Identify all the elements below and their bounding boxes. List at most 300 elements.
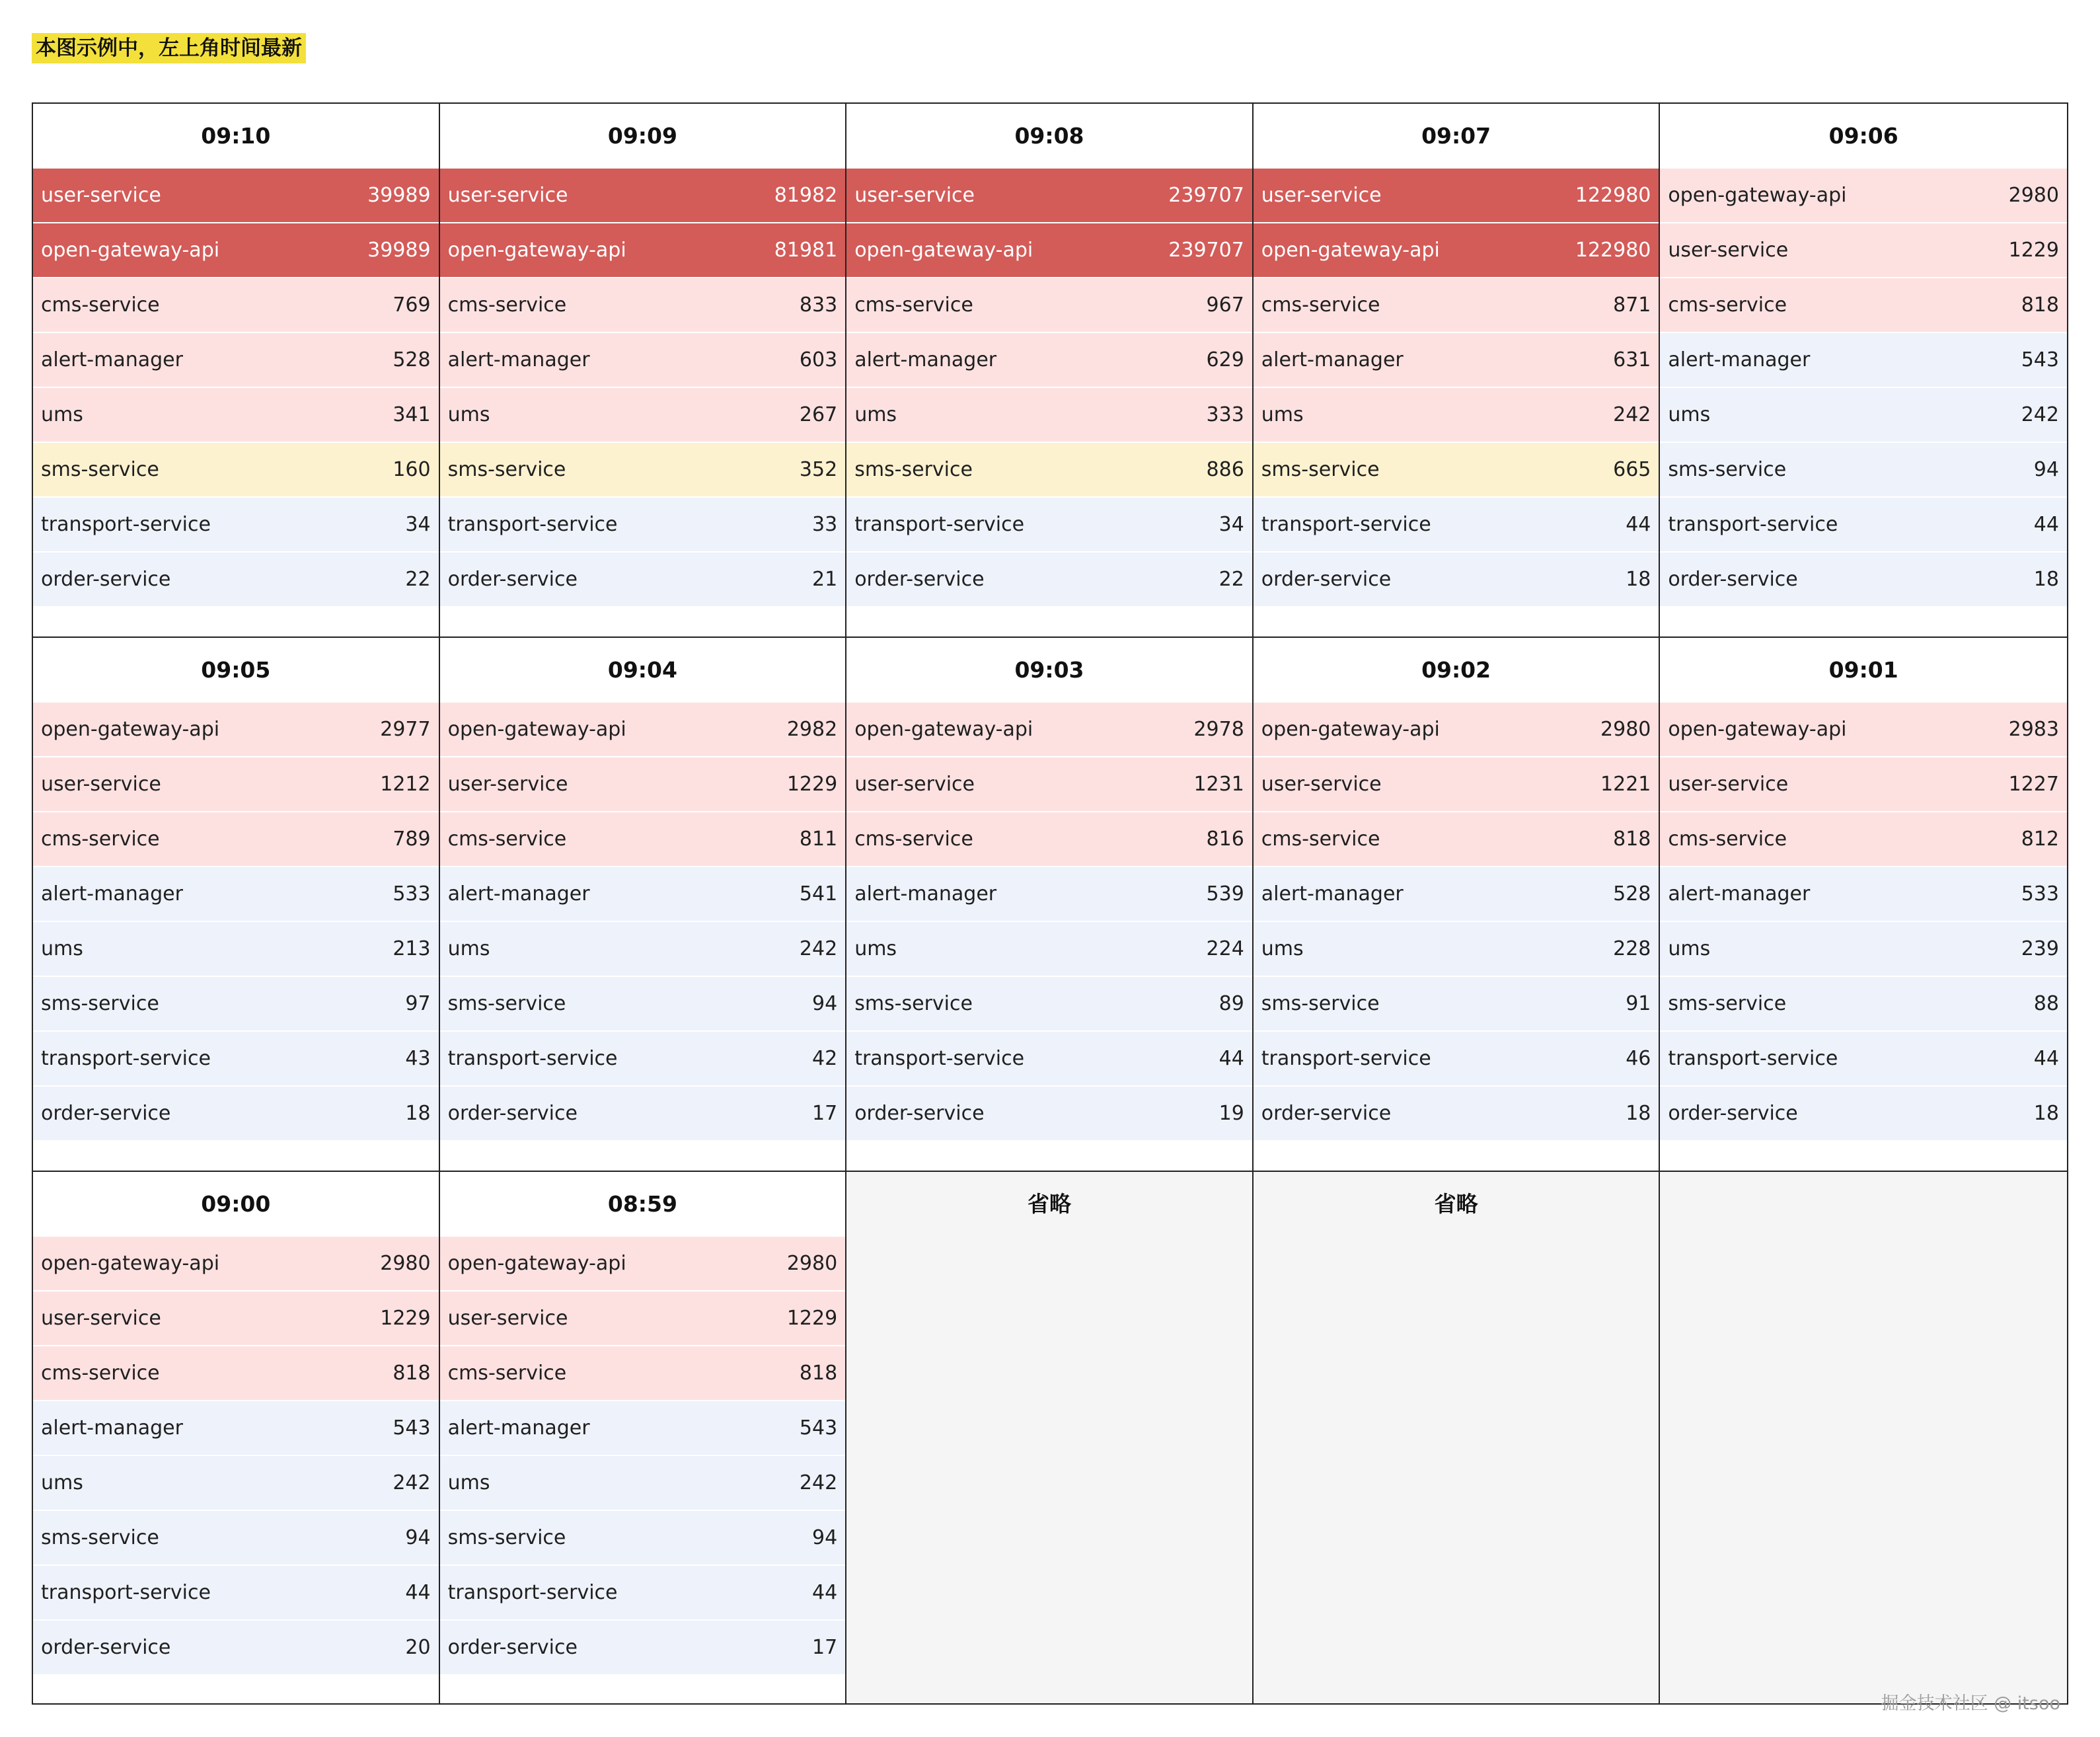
service-name: order-service (447, 1636, 578, 1659)
service-row (33, 1511, 439, 1564)
request-count: 18 (2033, 1102, 2059, 1125)
service-row (1254, 388, 1659, 442)
service-name: open-gateway-api (41, 1252, 220, 1275)
service-row (1254, 498, 1659, 551)
service-name: sms-service (41, 992, 159, 1015)
request-count: 122980 (1575, 239, 1651, 262)
request-count: 2980 (2008, 184, 2059, 207)
service-name: alert-manager (447, 348, 590, 371)
service-name: transport-service (447, 1047, 618, 1070)
service-name: user-service (41, 184, 161, 207)
request-count: 43 (405, 1047, 431, 1070)
request-count: 967 (1206, 293, 1244, 317)
service-row (846, 922, 1252, 976)
service-name: sms-service (854, 992, 973, 1015)
service-row (1254, 977, 1659, 1030)
panel-time-header: 省略 (1027, 1191, 1071, 1217)
request-count: 539 (1206, 882, 1244, 906)
panel-time-header (1660, 1172, 2067, 1237)
request-count: 81982 (774, 184, 838, 207)
service-row (846, 223, 1252, 277)
service-row (440, 443, 846, 496)
request-count: 528 (393, 348, 431, 371)
service-row (440, 223, 846, 277)
panel-time-header: 09:00 (201, 1191, 271, 1217)
service-row (1254, 703, 1659, 756)
request-count: 1229 (786, 1307, 838, 1330)
service-row (33, 169, 439, 222)
service-name: open-gateway-api (1261, 718, 1440, 741)
service-row (1660, 498, 2067, 551)
service-row (1660, 1087, 2067, 1140)
service-name: alert-manager (1261, 348, 1404, 371)
request-count: 242 (393, 1471, 431, 1494)
service-row (1660, 757, 2067, 811)
service-row (440, 812, 846, 866)
request-count: 812 (2021, 828, 2059, 851)
request-count: 160 (393, 458, 431, 481)
service-row (1254, 757, 1659, 811)
service-row (1254, 1087, 1659, 1140)
request-count: 18 (1626, 568, 1651, 591)
service-row (33, 333, 439, 387)
service-name: open-gateway-api (41, 718, 220, 741)
time-panel-grid (32, 102, 2068, 1705)
service-name: ums (41, 1471, 83, 1494)
service-name: sms-service (1261, 992, 1380, 1015)
service-name: cms-service (1668, 828, 1787, 851)
request-count: 543 (799, 1416, 838, 1440)
request-count: 17 (812, 1102, 838, 1125)
service-name: alert-manager (1668, 882, 1811, 906)
service-name: transport-service (41, 513, 211, 536)
service-name: alert-manager (854, 348, 997, 371)
service-row (846, 867, 1252, 921)
service-name: user-service (854, 773, 975, 796)
service-name: alert-manager (41, 348, 183, 371)
service-name: cms-service (41, 1362, 160, 1385)
service-row (1254, 223, 1659, 277)
service-name: ums (41, 937, 83, 960)
service-row (440, 1621, 846, 1674)
service-row (1660, 922, 2067, 976)
request-count: 816 (1206, 828, 1244, 851)
service-name: ums (1261, 403, 1304, 426)
service-name: transport-service (1668, 513, 1838, 536)
request-count: 22 (1219, 568, 1244, 591)
request-count: 34 (405, 513, 431, 536)
service-row (440, 1456, 846, 1510)
panel-time-header: 09:06 (1828, 123, 1898, 149)
request-count: 1229 (2008, 239, 2059, 262)
service-row (440, 169, 846, 222)
request-count: 89 (1219, 992, 1244, 1015)
service-row (33, 1292, 439, 1345)
service-name: open-gateway-api (1668, 184, 1847, 207)
service-name: ums (447, 403, 490, 426)
request-count: 242 (799, 1471, 838, 1494)
service-name: ums (447, 937, 490, 960)
request-count: 341 (393, 403, 431, 426)
service-row (33, 223, 439, 277)
service-name: transport-service (1261, 513, 1431, 536)
service-row (846, 977, 1252, 1030)
service-row (33, 388, 439, 442)
service-name: cms-service (1261, 293, 1380, 317)
service-row (1660, 278, 2067, 332)
service-row (1254, 812, 1659, 866)
request-count: 789 (393, 828, 431, 851)
panel-time-header: 09:07 (1421, 123, 1491, 149)
service-name: user-service (41, 1307, 161, 1330)
service-name: cms-service (41, 828, 160, 851)
service-name: alert-manager (1261, 882, 1404, 906)
service-name: ums (1261, 937, 1304, 960)
service-name: user-service (1261, 773, 1382, 796)
request-count: 34 (1219, 513, 1244, 536)
service-row (1660, 812, 2067, 866)
service-name: sms-service (1668, 992, 1787, 1015)
request-count: 88 (2033, 992, 2059, 1015)
request-count: 886 (1206, 458, 1244, 481)
request-count: 818 (799, 1362, 838, 1385)
time-panel (440, 1172, 847, 1703)
service-row (440, 333, 846, 387)
request-count: 242 (1613, 403, 1651, 426)
service-name: sms-service (447, 1526, 566, 1549)
service-row (846, 757, 1252, 811)
time-panel (846, 1172, 1254, 1703)
service-row (846, 1032, 1252, 1085)
request-count: 39989 (367, 184, 431, 207)
service-row (1254, 278, 1659, 332)
request-count: 543 (393, 1416, 431, 1440)
service-name: open-gateway-api (447, 718, 626, 741)
request-count: 629 (1206, 348, 1244, 371)
request-count: 1212 (380, 773, 431, 796)
service-name: alert-manager (447, 1416, 590, 1440)
service-name: user-service (1668, 773, 1789, 796)
request-count: 818 (1613, 828, 1651, 851)
request-count: 1229 (380, 1307, 431, 1330)
service-name: open-gateway-api (447, 239, 626, 262)
service-name: open-gateway-api (447, 1252, 626, 1275)
time-panel (846, 638, 1254, 1172)
service-row (1660, 977, 2067, 1030)
service-name: transport-service (447, 1581, 618, 1604)
service-name: sms-service (1261, 458, 1380, 481)
request-count: 91 (1626, 992, 1651, 1015)
service-name: ums (854, 403, 897, 426)
panel-time-header: 09:10 (201, 123, 271, 149)
service-name: cms-service (41, 293, 160, 317)
request-count: 352 (799, 458, 838, 481)
request-count: 603 (799, 348, 838, 371)
request-count: 20 (405, 1636, 431, 1659)
service-row (440, 1346, 846, 1400)
time-panel (1254, 1172, 1661, 1703)
request-count: 769 (393, 293, 431, 317)
request-count: 818 (393, 1362, 431, 1385)
panel-time-header: 09:08 (1014, 123, 1084, 149)
service-row (440, 1566, 846, 1619)
service-row (33, 867, 439, 921)
time-panel (1254, 104, 1661, 638)
service-row (1660, 333, 2067, 387)
service-row (33, 1032, 439, 1085)
service-row (33, 922, 439, 976)
service-name: user-service (1261, 184, 1382, 207)
time-panel (33, 1172, 440, 1703)
time-panel (846, 104, 1254, 638)
service-row (33, 703, 439, 756)
panel-time-header: 09:05 (201, 657, 271, 683)
time-panel (1660, 638, 2067, 1172)
service-name: order-service (41, 568, 171, 591)
service-name: order-service (1668, 568, 1798, 591)
request-count: 94 (812, 992, 838, 1015)
request-count: 533 (393, 882, 431, 906)
service-name: sms-service (447, 458, 566, 481)
request-count: 811 (799, 828, 838, 851)
request-count: 44 (2033, 513, 2059, 536)
request-count: 17 (812, 1636, 838, 1659)
request-count: 19 (1219, 1102, 1244, 1125)
service-name: order-service (854, 1102, 985, 1125)
service-row (1660, 867, 2067, 921)
panel-time-header: 09:01 (1828, 657, 1898, 683)
request-count: 18 (2033, 568, 2059, 591)
service-name: alert-manager (1668, 348, 1811, 371)
service-name: sms-service (41, 458, 159, 481)
service-row (1660, 223, 2067, 277)
request-count: 21 (812, 568, 838, 591)
service-name: ums (1668, 937, 1711, 960)
time-panel (440, 638, 847, 1172)
request-count: 242 (2021, 403, 2059, 426)
request-count: 44 (812, 1581, 838, 1604)
service-name: cms-service (1668, 293, 1787, 317)
panel-time-header: 09:09 (607, 123, 677, 149)
service-name: order-service (41, 1636, 171, 1659)
request-count: 2980 (786, 1252, 838, 1275)
service-name: order-service (447, 568, 578, 591)
time-panel (1660, 104, 2067, 638)
service-row (33, 1087, 439, 1140)
request-count: 528 (1613, 882, 1651, 906)
service-row (440, 553, 846, 606)
service-name: order-service (1668, 1102, 1798, 1125)
service-name: transport-service (854, 513, 1025, 536)
service-name: sms-service (447, 992, 566, 1015)
service-name: open-gateway-api (854, 239, 1033, 262)
request-count: 97 (405, 992, 431, 1015)
service-row (33, 1566, 439, 1619)
service-name: transport-service (447, 513, 618, 536)
service-row (33, 1237, 439, 1290)
request-count: 44 (405, 1581, 431, 1604)
request-count: 2982 (786, 718, 838, 741)
request-count: 239 (2021, 937, 2059, 960)
service-name: user-service (447, 1307, 568, 1330)
caption-note: 本图示例中，左上角时间最新 (32, 33, 306, 63)
service-row (33, 553, 439, 606)
service-name: open-gateway-api (1668, 718, 1847, 741)
service-name: order-service (1261, 568, 1392, 591)
service-row (440, 388, 846, 442)
service-row (1254, 443, 1659, 496)
service-row (1254, 553, 1659, 606)
request-count: 44 (1626, 513, 1651, 536)
service-name: cms-service (447, 293, 567, 317)
service-row (33, 812, 439, 866)
service-name: user-service (1668, 239, 1789, 262)
request-count: 2983 (2008, 718, 2059, 741)
service-name: cms-service (854, 828, 973, 851)
service-name: sms-service (41, 1526, 159, 1549)
service-row (440, 703, 846, 756)
service-row (33, 757, 439, 811)
service-row (33, 278, 439, 332)
panel-time-header: 09:04 (607, 657, 677, 683)
service-row (33, 498, 439, 551)
service-row (440, 278, 846, 332)
request-count: 239707 (1168, 239, 1244, 262)
service-row (440, 1401, 846, 1455)
time-panel (1254, 638, 1661, 1172)
request-count: 44 (1219, 1047, 1244, 1070)
request-count: 2980 (380, 1252, 431, 1275)
request-count: 2977 (380, 718, 431, 741)
service-row (846, 388, 1252, 442)
service-name: user-service (447, 773, 568, 796)
service-name: transport-service (854, 1047, 1025, 1070)
service-row (846, 443, 1252, 496)
request-count: 818 (2021, 293, 2059, 317)
request-count: 2978 (1193, 718, 1244, 741)
service-row (440, 757, 846, 811)
service-name: open-gateway-api (1261, 239, 1440, 262)
request-count: 533 (2021, 882, 2059, 906)
service-name: ums (41, 403, 83, 426)
service-row (846, 333, 1252, 387)
service-row (846, 553, 1252, 606)
service-name: transport-service (41, 1581, 211, 1604)
service-row (440, 1511, 846, 1564)
service-name: sms-service (1668, 458, 1787, 481)
request-count: 665 (1613, 458, 1651, 481)
request-count: 46 (1626, 1047, 1651, 1070)
service-name: sms-service (854, 458, 973, 481)
service-row (440, 1087, 846, 1140)
service-row (440, 1292, 846, 1345)
service-row (1254, 1032, 1659, 1085)
service-name: ums (1668, 403, 1711, 426)
request-count: 228 (1613, 937, 1651, 960)
service-name: alert-manager (854, 882, 997, 906)
time-panel (1660, 1172, 2067, 1703)
service-name: cms-service (447, 1362, 567, 1385)
request-count: 42 (812, 1047, 838, 1070)
service-name: alert-manager (41, 882, 183, 906)
service-row (33, 1346, 439, 1400)
service-row (1254, 867, 1659, 921)
request-count: 213 (393, 937, 431, 960)
request-count: 1229 (786, 773, 838, 796)
service-row (33, 977, 439, 1030)
service-row (1254, 333, 1659, 387)
service-row (846, 169, 1252, 222)
request-count: 631 (1613, 348, 1651, 371)
time-panel (33, 104, 440, 638)
service-row (1660, 703, 2067, 756)
service-row (1660, 169, 2067, 222)
request-count: 81981 (774, 239, 838, 262)
request-count: 18 (1626, 1102, 1651, 1125)
service-row (440, 867, 846, 921)
request-count: 33 (812, 513, 838, 536)
service-name: ums (447, 1471, 490, 1494)
service-name: user-service (41, 773, 161, 796)
request-count: 94 (405, 1526, 431, 1549)
service-row (846, 812, 1252, 866)
request-count: 541 (799, 882, 838, 906)
service-name: order-service (447, 1102, 578, 1125)
service-row (440, 498, 846, 551)
service-row (33, 443, 439, 496)
request-count: 242 (799, 937, 838, 960)
service-name: transport-service (1668, 1047, 1838, 1070)
service-row (33, 1456, 439, 1510)
service-row (440, 1237, 846, 1290)
service-name: open-gateway-api (854, 718, 1033, 741)
time-panel (33, 638, 440, 1172)
request-count: 44 (2033, 1047, 2059, 1070)
request-count: 1231 (1193, 773, 1244, 796)
service-name: order-service (854, 568, 985, 591)
service-row (1660, 553, 2067, 606)
service-row (1254, 922, 1659, 976)
request-count: 18 (405, 1102, 431, 1125)
request-count: 543 (2021, 348, 2059, 371)
service-row (1660, 1032, 2067, 1085)
request-count: 2980 (1600, 718, 1651, 741)
service-row (33, 1621, 439, 1674)
request-count: 94 (812, 1526, 838, 1549)
request-count: 94 (2033, 458, 2059, 481)
service-name: cms-service (447, 828, 567, 851)
request-count: 1227 (2008, 773, 2059, 796)
service-row (440, 1032, 846, 1085)
service-name: cms-service (1261, 828, 1380, 851)
request-count: 1221 (1600, 773, 1651, 796)
service-row (846, 278, 1252, 332)
service-name: open-gateway-api (41, 239, 220, 262)
request-count: 239707 (1168, 184, 1244, 207)
service-name: order-service (41, 1102, 171, 1125)
request-count: 333 (1206, 403, 1244, 426)
panel-time-header: 省略 (1434, 1191, 1478, 1217)
service-name: ums (854, 937, 897, 960)
service-name: cms-service (854, 293, 973, 317)
service-row (1660, 443, 2067, 496)
service-name: transport-service (41, 1047, 211, 1070)
service-row (33, 1401, 439, 1455)
service-row (846, 498, 1252, 551)
service-row (1254, 169, 1659, 222)
service-name: user-service (447, 184, 568, 207)
request-count: 122980 (1575, 184, 1651, 207)
